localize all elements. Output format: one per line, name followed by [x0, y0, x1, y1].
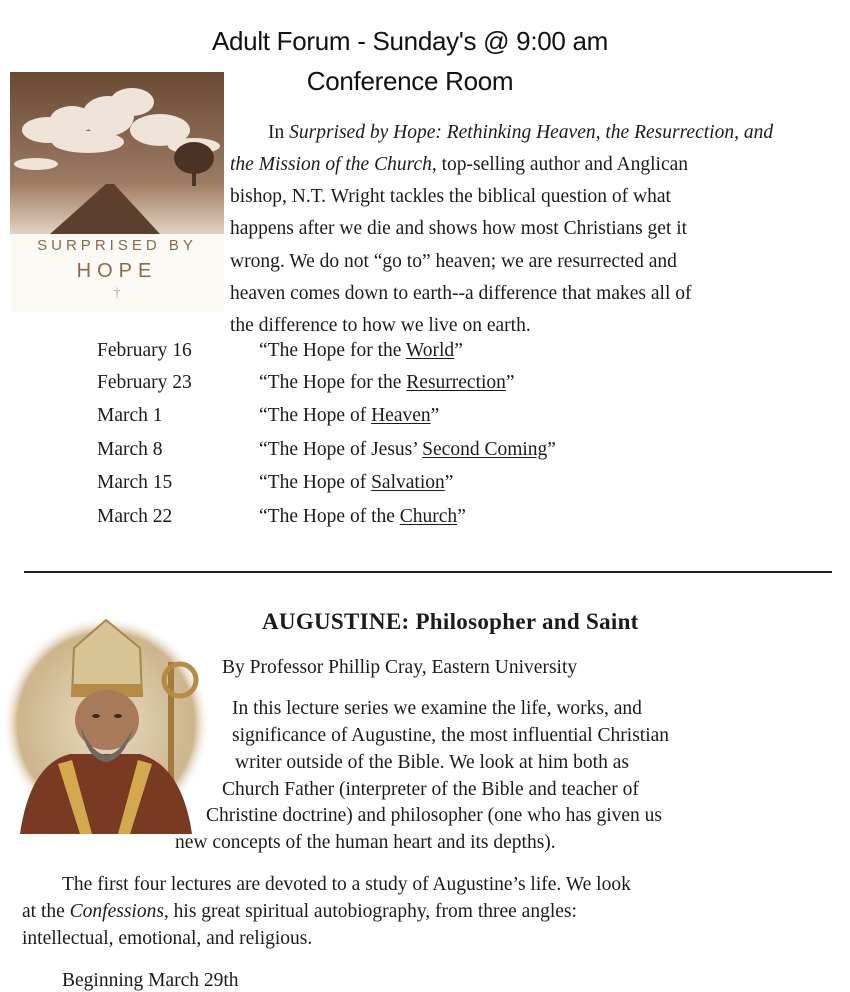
schedule-date: March 8	[97, 439, 163, 460]
augustine-portrait	[0, 614, 212, 834]
schedule-topic: “The Hope of the Church”	[259, 506, 466, 527]
schedule-topic: “The Hope for the Resurrection”	[259, 372, 515, 393]
schedule-date: February 16	[97, 340, 192, 361]
augustine-desc-line: In this lecture series we examine the life, works, and	[232, 698, 642, 719]
intro-line-5: wrong. We do not “go to” heaven; we are resurrected and	[230, 251, 677, 272]
augustine-desc-line: significance of Augustine, the most influential Christian	[232, 725, 670, 746]
schedule-topic: “The Hope of Heaven”	[259, 405, 440, 426]
intro-line-7: the difference to how we live on earth.	[230, 315, 531, 336]
augustine-desc-line: new concepts of the human heart and its depths).	[175, 832, 556, 853]
augustine-desc-line: Church Father (interpreter of the Bible and teacher of	[222, 779, 639, 800]
book-cover-image	[10, 72, 224, 312]
intro-line-1: In Surprised by Hope: Rethinking Heaven, the Resurrection, and	[268, 122, 774, 143]
intro-line-3: bishop, N.T. Wright tackles the biblical question of what	[230, 186, 671, 207]
intro-line-4: happens after we die and shows how most Christians get it	[230, 218, 688, 239]
section-divider	[24, 571, 832, 573]
schedule-date: March 22	[97, 506, 173, 527]
lectures-para-line-3: intellectual, emotional, and religious.	[22, 928, 313, 949]
intro-line-2: the Mission of the Church, top-selling author and Anglican	[230, 154, 689, 175]
book-cover-title-top: SURPRISED BY	[37, 237, 197, 254]
book-cover-title-bottom: HOPE	[76, 260, 158, 282]
schedule-topic: “The Hope of Salvation”	[259, 472, 454, 493]
book-title-italic: Surprised by Hope: Rethinking Heaven, the Resurrection, and	[289, 122, 774, 143]
beginning-date: Beginning March 29th	[62, 970, 239, 991]
augustine-desc-line: writer outside of the Bible. We look at him both as	[235, 752, 629, 773]
confessions-italic: Confessions,	[69, 901, 169, 922]
augustine-desc-line: Christine doctrine) and philosopher (one who has given us	[206, 805, 662, 826]
schedule-topic: “The Hope for the World”	[259, 340, 463, 361]
lectures-para-line-2: at the Confessions, his great spiritual autobiography, from three angles:	[22, 901, 577, 922]
forum-heading-line1: Adult Forum - Sunday's @ 9:00 am	[211, 26, 609, 56]
lectures-para-line-1: The first four lectures are devoted to a study of Augustine’s life. We look	[62, 874, 631, 895]
schedule-date: March 1	[97, 405, 163, 426]
forum-heading-line2: Conference Room	[306, 66, 514, 96]
schedule-topic: “The Hope of Jesus’ Second Coming”	[259, 439, 556, 460]
cross-icon: †	[113, 286, 121, 301]
augustine-title: AUGUSTINE: Philosopher and Saint	[262, 609, 639, 634]
schedule-date: March 15	[97, 472, 173, 493]
intro-line-6: heaven comes down to earth--a difference that makes all of	[230, 283, 692, 304]
schedule-date: February 23	[97, 372, 192, 393]
augustine-byline: By Professor Phillip Cray, Eastern University	[222, 657, 578, 678]
